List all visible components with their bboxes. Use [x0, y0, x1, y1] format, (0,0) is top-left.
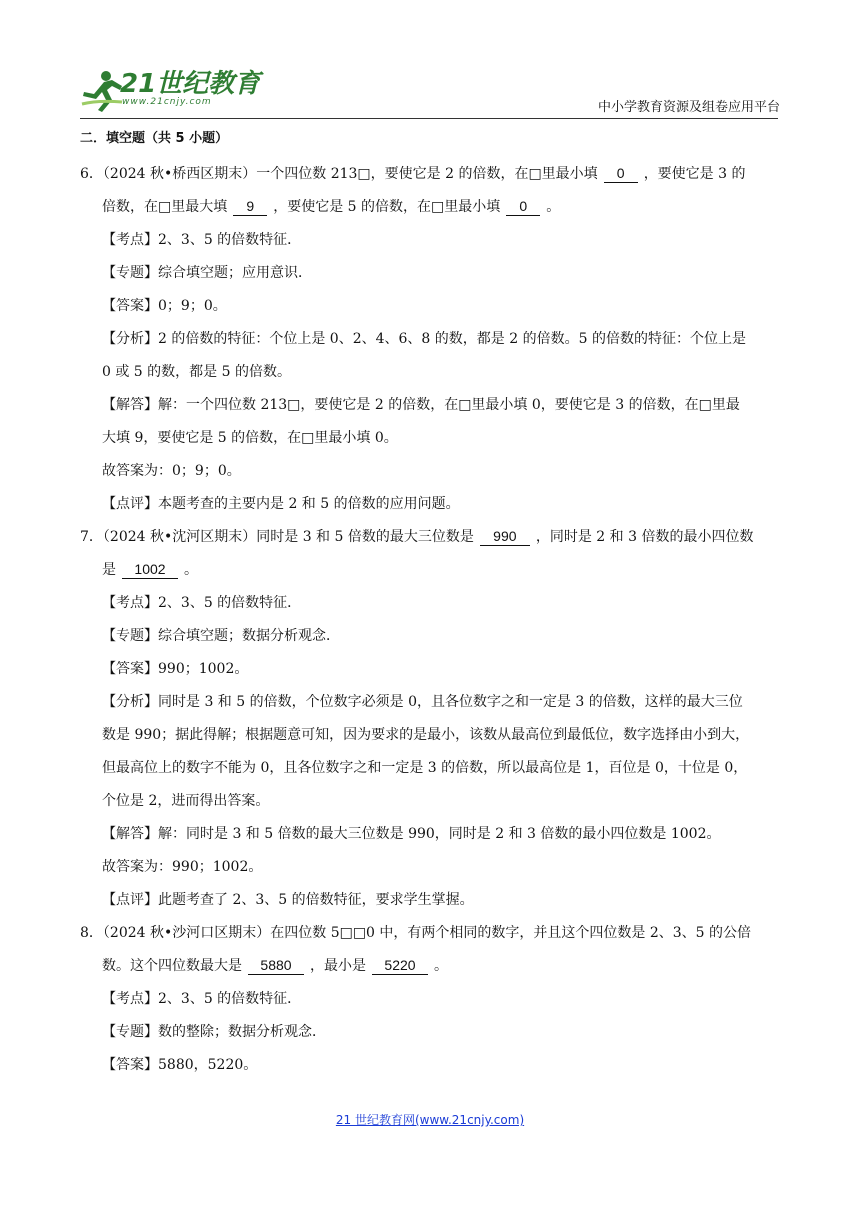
- q7-text: 是: [102, 562, 116, 578]
- q8-kaodian: 【考点】2、3、5 的倍数特征．: [102, 991, 302, 1007]
- q7-stem-line1: [80, 521, 780, 554]
- q6-guda: 故答案为：0；9；0。: [102, 463, 241, 479]
- logo-text: 21世纪教育: [120, 69, 261, 99]
- question-7: [80, 521, 780, 917]
- question-8: [80, 917, 780, 1082]
- q7-stem-line2: [80, 554, 780, 587]
- q7-answer-2: 1002: [122, 560, 178, 579]
- header-divider: [80, 118, 778, 119]
- document-body: [80, 122, 780, 1082]
- q7-jieda-1: 【解答】解：同时是 3 和 5 倍数的最大三位数是 990，同时是 2 和 3 倍数的最小四位数是 1002。: [102, 826, 721, 842]
- q7-zhuanti: 【专题】综合填空题；数据分析观念．: [102, 628, 340, 644]
- q6-text: ，要使它是 5 的倍数，在□里最小填: [273, 199, 501, 215]
- q6-jieda-2: 大填 9，要使它是 5 的倍数，在□里最小填 0。: [102, 430, 398, 446]
- q6-daan: 【答案】0；9；0。: [102, 298, 227, 314]
- q6-answer-1: 0: [604, 164, 638, 183]
- q8-text: 数。这个四位数最大是: [102, 958, 242, 974]
- q6-answer-3: 0: [506, 197, 540, 216]
- q8-text: ，最小是: [310, 958, 366, 974]
- q8-answer-1: 5880: [248, 956, 304, 975]
- q6-answer-2: 9: [233, 197, 267, 216]
- q7-kaodian: 【考点】2、3、5 的倍数特征．: [102, 595, 302, 611]
- platform-title: 中小学教育资源及组卷应用平台: [597, 100, 780, 115]
- q7-text: 7．（2024 秋•沈河区期末）同时是 3 和 5 倍数的最大三位数是: [80, 529, 474, 545]
- site-logo[interactable]: [80, 66, 280, 116]
- logo-url: www.21cnjy.com: [122, 97, 212, 107]
- q8-zhuanti: 【专题】数的整除；数据分析观念．: [102, 1024, 326, 1040]
- q6-text: ，要使它是 3 的: [643, 166, 746, 182]
- section-title: 二．填空题（共 5 小题）: [80, 131, 229, 146]
- q7-fenxi-3: 但最高位上的数字不能为 0，且各位数字之和一定是 3 的倍数，所以最高位是 1，百位是 0，十位是 0，: [102, 760, 748, 776]
- q7-daan: 【答案】990；1002。: [102, 661, 249, 677]
- page-header: [80, 66, 780, 120]
- q6-text: 6．（2024 秋•桥西区期末）一个四位数 213□，要使它是 2 的倍数，在□里最小填: [80, 166, 598, 182]
- question-6: [80, 158, 780, 521]
- q7-guda: 故答案为：990；1002。: [102, 859, 263, 875]
- footer-link[interactable]: 21 世纪教育网(www.21cnjy.com): [335, 1113, 525, 1127]
- q8-answer-2: 5220: [372, 956, 428, 975]
- q7-answer-1: 990: [480, 527, 530, 546]
- q6-text: 。: [546, 199, 561, 215]
- q8-daan: 【答案】5880，5220。: [102, 1057, 258, 1073]
- q6-fenxi-2: 0 或 5 的数，都是 5 的倍数。: [102, 364, 291, 380]
- q6-kaodian: 【考点】2、3、5 的倍数特征．: [102, 232, 302, 248]
- q6-stem-line1: [80, 158, 780, 191]
- q8-text: 。: [434, 958, 448, 974]
- q8-stem-line1: 8．（2024 秋•沙河口区期末）在四位数 5□□0 中，有两个相同的数字，并且这个四位数是 2、3、5 的公倍: [80, 925, 752, 941]
- q6-text: 倍数，在□里最大填: [102, 199, 228, 215]
- q8-stem-line2: [80, 950, 780, 983]
- q7-fenxi-1: 【分析】同时是 3 和 5 的倍数，个位数字必须是 0，且各位数字之和一定是 3 的倍数，这样的最大三位: [102, 694, 743, 710]
- q6-stem-line2: [80, 191, 780, 224]
- q7-fenxi-4: 个位是 2，进而得出答案。: [102, 793, 270, 809]
- q6-jieda-1: 【解答】解：一个四位数 213□，要使它是 2 的倍数，在□里最小填 0，要使它是 3 的倍数，在□里最: [102, 397, 740, 413]
- q7-fenxi-2: 数是 990；据此得解；根据题意可知，因为要求的是最小，该数从最高位到最低位，数字选择由小到大，: [102, 727, 750, 743]
- q7-dianping: 【点评】此题考查了 2、3、5 的倍数特征，要求学生掌握。: [102, 892, 474, 908]
- q6-fenxi-1: 【分析】2 的倍数的特征：个位上是 0、2、4、6、8 的数，都是 2 的倍数。5 的倍数的特征：个位上是: [102, 331, 746, 347]
- runner-icon: [80, 68, 124, 114]
- q6-zhuanti: 【专题】综合填空题；应用意识．: [102, 265, 312, 281]
- q7-text: 。: [184, 562, 198, 578]
- q7-text: ，同时是 2 和 3 倍数的最小四位数: [535, 529, 754, 545]
- q6-dianping: 【点评】本题考查的主要内是 2 和 5 的倍数的应用问题。: [102, 496, 460, 512]
